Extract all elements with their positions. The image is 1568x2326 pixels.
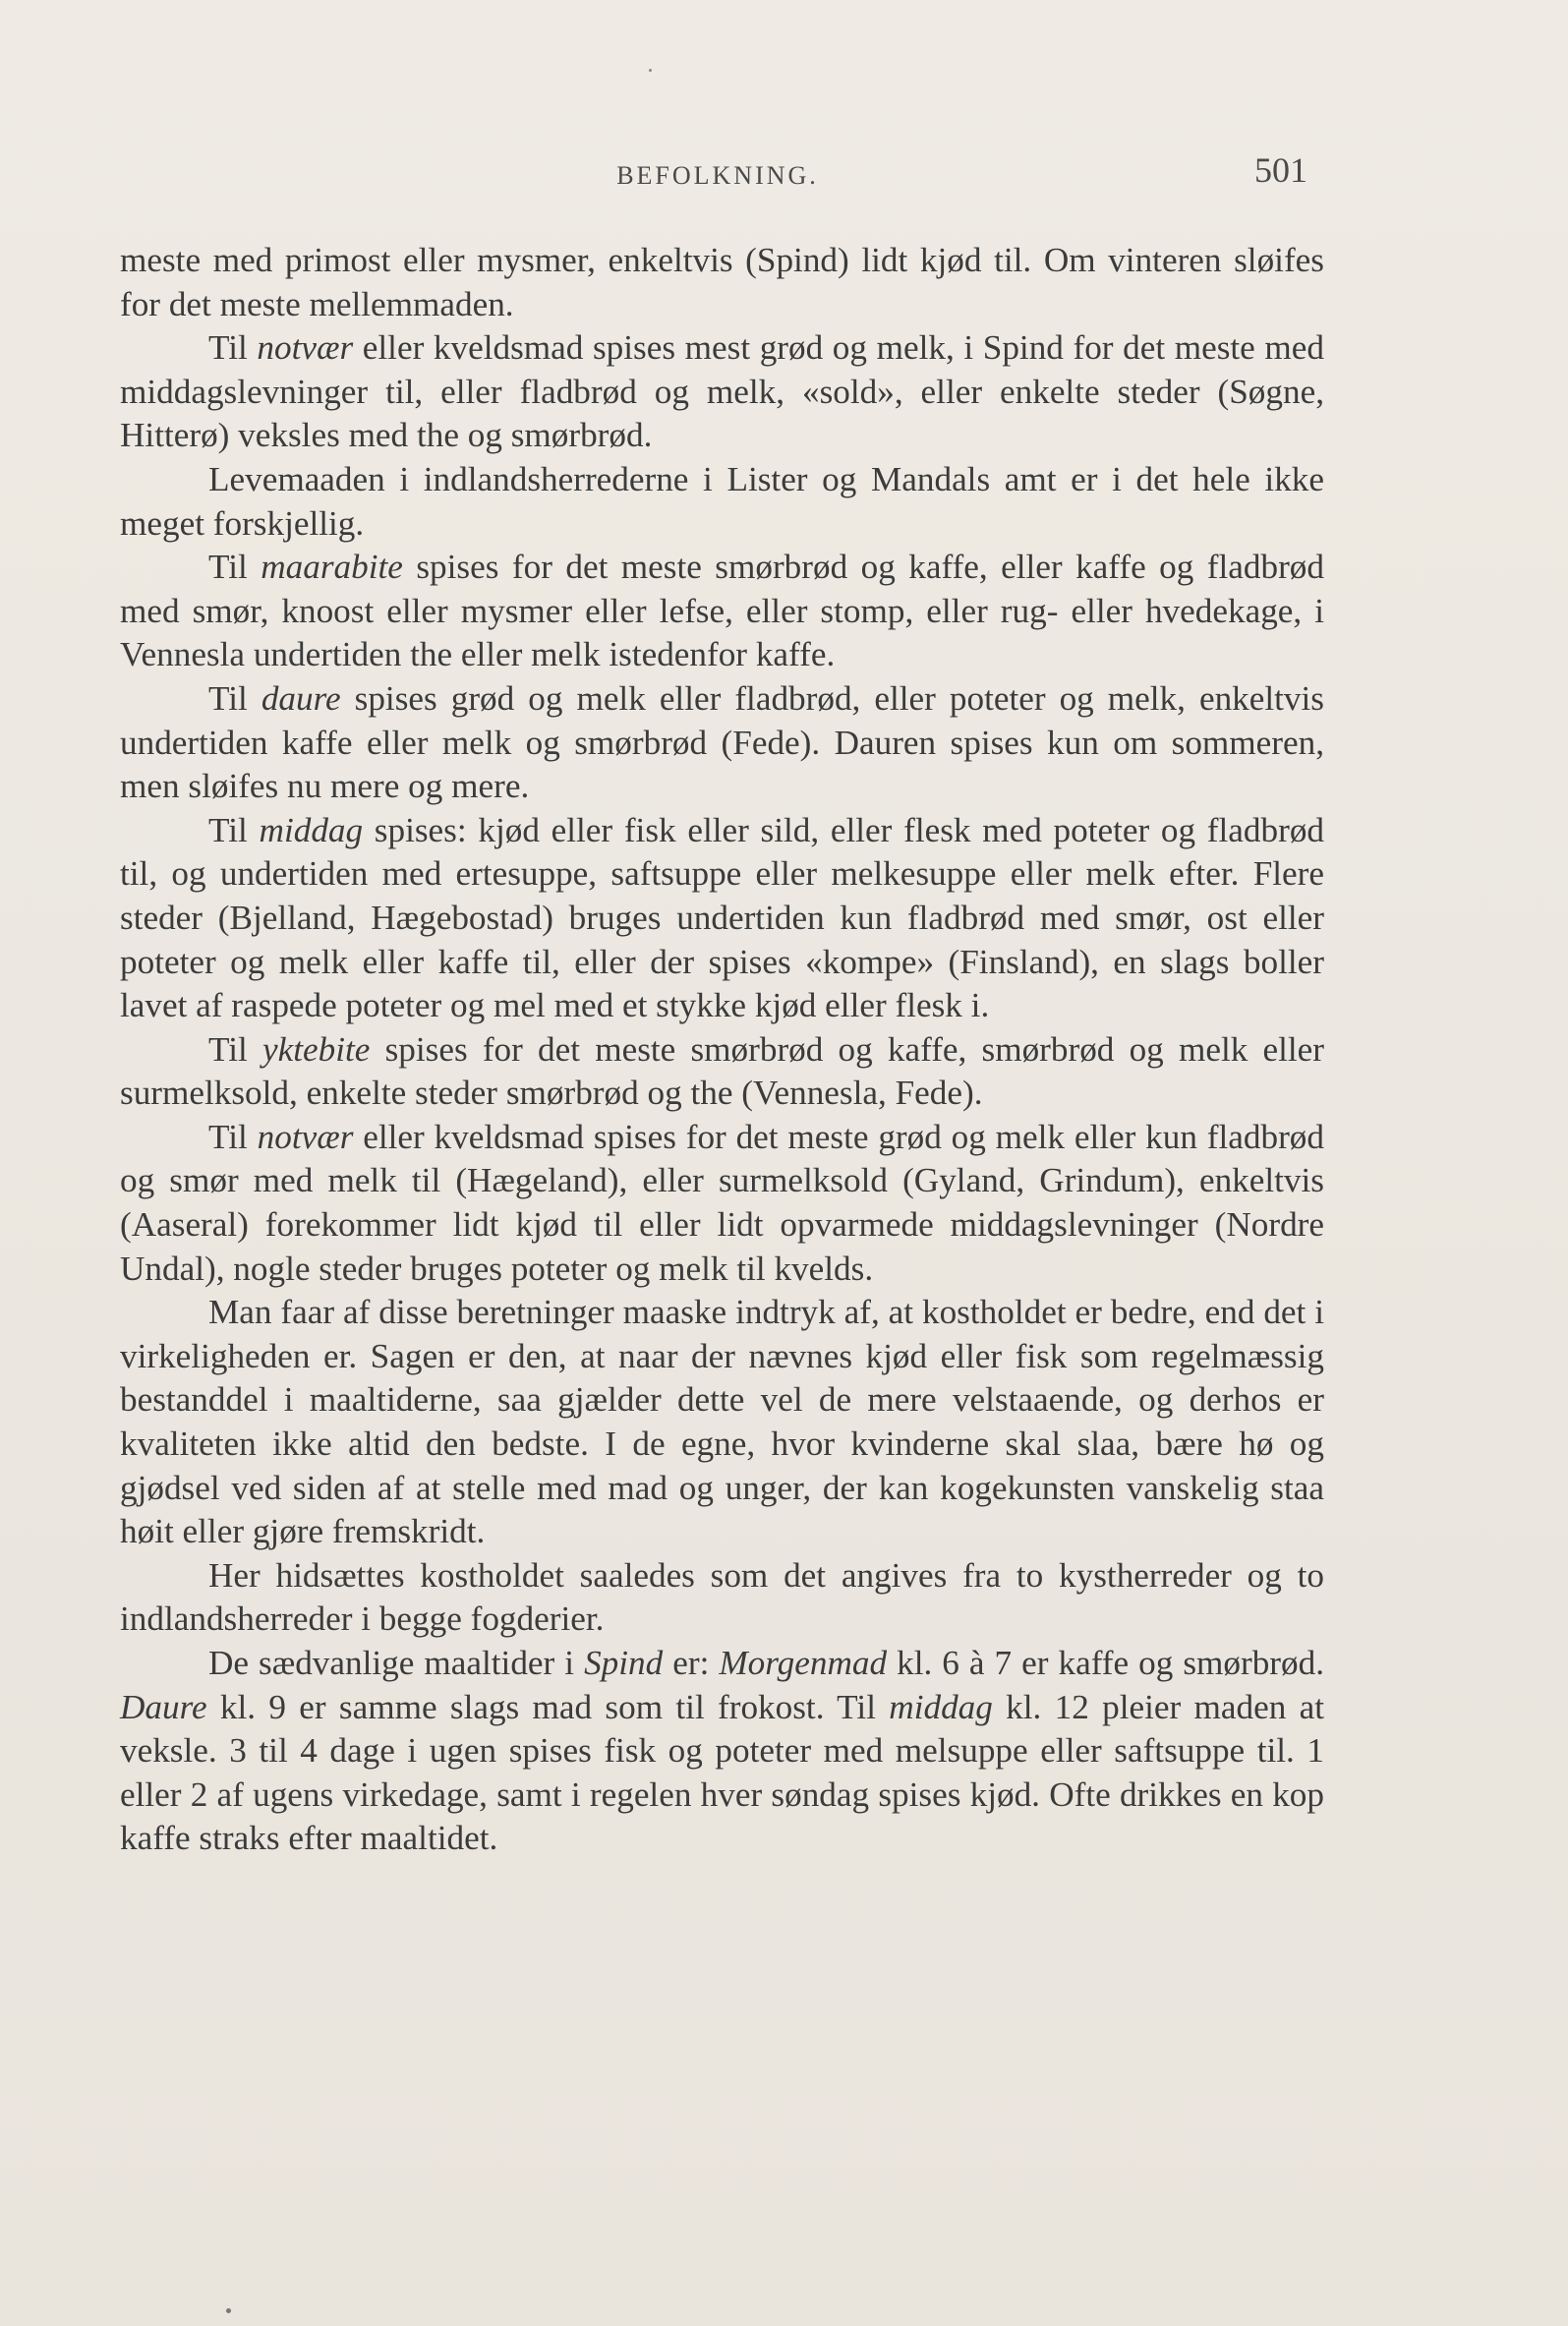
text-run: eller kveldsmad spises mest grød og melk, i Spind for det meste med middagslevninger til, eller fladbrød og melk, «sold», eller enkelte steder (Søgne, Hitterø) veksles med the og smørbrød. <box>120 328 1324 455</box>
italic-term: yktebite <box>262 1029 371 1069</box>
text-run: Til <box>208 678 261 718</box>
text-run: Til <box>208 328 258 368</box>
text-run: meste med primost eller mysmer, enkeltvis (Spind) lidt kjød til. Om vinteren sløifes for det meste mellemmaden. <box>120 241 1324 323</box>
page-header <box>118 147 1317 206</box>
text-run: kl. 9 er samme slags mad som til frokost. Til <box>206 1687 890 1726</box>
italic-term: notvær <box>257 1117 354 1156</box>
italic-term: notvær <box>257 328 354 368</box>
paragraph <box>120 239 1324 326</box>
text-run: spises for det meste smørbrød og kaffe, smørbrød og melk eller surmelksold, enkelte steder smørbrød og the (Vennesla, Fede). <box>120 1029 1324 1113</box>
text-run: Til <box>208 548 261 587</box>
paragraph <box>120 677 1324 809</box>
paragraph <box>120 809 1324 1028</box>
running-title: BEFOLKNING. <box>616 161 819 190</box>
paragraph <box>120 1028 1324 1116</box>
text-run: eller kveldsmad spises for det meste grød og melk eller kun fladbrød og smør med melk til (Hægeland), eller surmelksold (Gyland, Grindum), enkeltvis (Aaseral) forekommer lidt kjød til eller lidt opvarmede middagslevninger (Nordre Undal), nogle steder bruges poteter og melk til kvelds. <box>120 1117 1324 1288</box>
italic-term: maarabite <box>261 548 403 587</box>
text-run: kl. 12 pleier maden at veksle. 3 til 4 dage i ugen spises fisk og poteter med melsuppe eller saftsuppe til. 1 eller 2 af ugens virkedage, samt i regelen hver søndag spises kjød. Ofte drikkes en kop kaffe straks efter maaltidet. <box>120 1687 1324 1858</box>
text-run: Til <box>208 1029 262 1069</box>
paragraph <box>120 1554 1324 1642</box>
paragraph <box>120 458 1324 546</box>
text-run: Til <box>208 810 260 849</box>
text-run: spises: kjød eller fisk eller sild, eller flesk med poteter og fladbrød til, og undertiden med ertesuppe, saftsuppe eller melkesuppe eller melk efter. Flere steder (Bjelland, Hægebostad) bruges undertiden kun fladbrød med smør, ost eller poteter og melk eller kaffe til, eller der spises «kompe» (Finsland), en slags boller lavet af raspede poteter og mel med et stykke kjød eller flesk i. <box>120 810 1325 1025</box>
page-number: 501 <box>1254 150 1307 190</box>
text-run: spises grød og melk eller fladbrød, eller poteter og melk, enkeltvis undertiden kaffe eller melk og smørbrød (Fede). Dauren spises kun om sommeren, men sløifes nu mere og mere. <box>120 678 1324 806</box>
text-run: er: <box>663 1644 720 1682</box>
body-text <box>120 239 1324 1861</box>
text-run: kl. 6 à 7 er kaffe og smørbrød. <box>887 1644 1324 1682</box>
page-speck <box>649 69 652 72</box>
margin-mark <box>226 2308 231 2313</box>
text-run: De sædvanlige maaltider i <box>208 1644 585 1682</box>
italic-term: daure <box>261 678 341 718</box>
text-run: Til <box>208 1117 258 1156</box>
italic-term: Daure <box>120 1687 207 1726</box>
paragraph <box>120 1291 1324 1554</box>
paragraph <box>120 1116 1324 1291</box>
italic-term: Spind <box>584 1644 664 1682</box>
paragraph <box>120 546 1324 677</box>
text-run: spises for det meste smørbrød og kaffe, eller kaffe og fladbrød med smør, knoost eller mysmer eller lefse, eller stomp, eller rug- eller hvedekage, i Vennesla undertiden the eller melk istedenfor kaffe. <box>120 548 1324 674</box>
text-run: Levemaaden i indlandsherrederne i Lister og Mandals amt er i det hele ikke meget forskjellig. <box>120 459 1324 543</box>
paragraph <box>120 326 1324 458</box>
italic-term: middag <box>259 810 364 849</box>
text-run: Man faar af disse beretninger maaske indtryk af, at kostholdet er bedre, end det i virkeligheden er. Sagen er den, at naar der nævnes kjød eller fisk som regelmæssig bestanddel i maaltiderne, saa gjælder dette vel de mere velstaaende, og derhos er kvaliteten ikke altid den bedste. I de egne, hvor kvinderne skal slaa, bære hø og gjødsel ved siden af at stelle med mad og unger, der kan kogekunsten vanskelig staa høit eller gjøre fremskridt. <box>120 1293 1324 1551</box>
italic-term: Morgenmad <box>719 1644 888 1682</box>
paragraph <box>120 1642 1324 1861</box>
text-run: Her hidsættes kostholdet saaledes som det angives fra to kystherreder og to indlandsherreder i begge fogderier. <box>120 1555 1324 1639</box>
italic-term: middag <box>889 1687 993 1726</box>
